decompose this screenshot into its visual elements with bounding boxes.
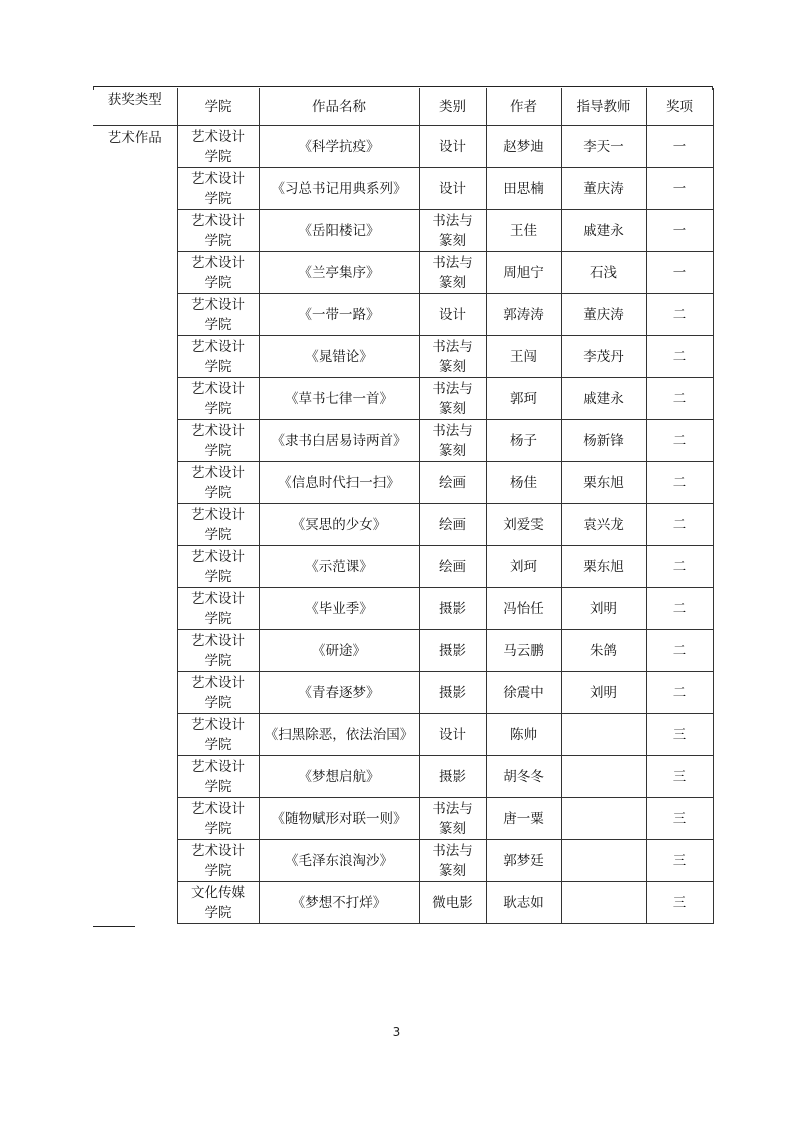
cell-work-title xyxy=(259,126,419,168)
cell-award xyxy=(646,252,713,294)
cell-category xyxy=(419,294,486,336)
cell-category xyxy=(419,504,486,546)
cell-category-line: 书法与 xyxy=(432,338,473,355)
header-advisor: 指导教师 xyxy=(561,88,646,126)
cell-award xyxy=(646,714,713,756)
cell-award-line: 二 xyxy=(672,348,687,365)
cell-work-title-line: 《随物赋形对联一则》 xyxy=(271,810,407,827)
cell-category-line: 书法与 xyxy=(432,800,473,817)
cell-category xyxy=(419,126,486,168)
cell-college-line: 艺术设计 xyxy=(191,128,245,145)
cell-author xyxy=(486,336,561,378)
cell-author xyxy=(486,462,561,504)
cell-author xyxy=(486,252,561,294)
table-row xyxy=(93,714,713,756)
cell-author-line: 王闯 xyxy=(510,348,537,365)
cell-work-title-line: 《一带一路》 xyxy=(298,306,380,323)
cell-category-line: 篆刻 xyxy=(439,442,466,459)
cell-author-line: 郭梦廷 xyxy=(503,852,544,869)
cell-category xyxy=(419,714,486,756)
cell-advisor xyxy=(561,378,646,420)
cell-award xyxy=(646,294,713,336)
cell-category xyxy=(419,798,486,840)
table-row xyxy=(93,210,713,252)
table-row xyxy=(93,840,713,882)
cell-college-line: 学院 xyxy=(204,610,232,627)
cell-category xyxy=(419,252,486,294)
cell-author xyxy=(486,126,561,168)
cell-college xyxy=(177,294,259,336)
cell-college-line: 艺术设计 xyxy=(191,758,245,775)
cell-work-title xyxy=(259,798,419,840)
cell-advisor-line: 朱鸽 xyxy=(590,642,617,659)
cell-award xyxy=(646,126,713,168)
cell-category xyxy=(419,756,486,798)
cell-work-title xyxy=(259,840,419,882)
cell-college-line: 艺术设计 xyxy=(191,170,245,187)
table-row xyxy=(93,294,713,336)
cell-award xyxy=(646,798,713,840)
cell-author xyxy=(486,840,561,882)
cell-award-line: 二 xyxy=(672,600,687,617)
cell-author xyxy=(486,420,561,462)
cell-award-line: 三 xyxy=(672,768,687,785)
cell-category xyxy=(419,546,486,588)
cell-author-line: 马云鹏 xyxy=(503,642,544,659)
cell-work-title-line: 《毕业季》 xyxy=(305,600,373,617)
cell-category-line: 摄影 xyxy=(439,642,466,659)
cell-author-line: 唐一粟 xyxy=(503,810,544,827)
cell-college-line: 艺术设计 xyxy=(191,716,245,733)
cell-advisor-line: 袁兴龙 xyxy=(583,516,624,533)
cell-category xyxy=(419,882,486,924)
cell-advisor-line: 戚建永 xyxy=(583,390,624,407)
cell-author-line: 耿志如 xyxy=(503,894,544,911)
cell-work-title-line: 《兰亭集序》 xyxy=(298,264,380,281)
cell-award xyxy=(646,336,713,378)
cell-work-title xyxy=(259,168,419,210)
cell-award-line: 二 xyxy=(672,390,687,407)
cell-award-line: 二 xyxy=(672,474,687,491)
cell-advisor xyxy=(561,840,646,882)
cell-work-title-line: 《习总书记用典系列》 xyxy=(271,180,407,197)
cell-advisor xyxy=(561,546,646,588)
cell-category xyxy=(419,210,486,252)
cell-college-line: 学院 xyxy=(204,190,232,207)
cell-advisor xyxy=(561,882,646,924)
cell-award-line: 二 xyxy=(672,684,687,701)
cell-advisor-line: 刘明 xyxy=(590,684,617,701)
cell-work-title-line: 《冥思的少女》 xyxy=(291,516,387,533)
cell-author-line: 周旭宁 xyxy=(503,264,544,281)
cell-award-line: 三 xyxy=(672,852,687,869)
table-row xyxy=(93,504,713,546)
cell-college-line: 学院 xyxy=(204,274,232,291)
cell-advisor xyxy=(561,126,646,168)
cell-advisor-line: 石浅 xyxy=(590,264,617,281)
cell-college-line: 艺术设计 xyxy=(191,590,245,607)
cell-advisor xyxy=(561,798,646,840)
cell-award-line: 二 xyxy=(672,558,687,575)
cell-college-line: 艺术设计 xyxy=(191,800,245,817)
cell-award-line: 二 xyxy=(672,432,687,449)
cell-award-line: 三 xyxy=(672,726,687,743)
cell-work-title xyxy=(259,420,419,462)
cell-college xyxy=(177,504,259,546)
page-number: 3 xyxy=(392,1025,401,1039)
cell-category xyxy=(419,462,486,504)
cell-award-line: 二 xyxy=(672,516,687,533)
cell-advisor xyxy=(561,252,646,294)
cell-advisor-line: 戚建永 xyxy=(583,222,624,239)
cell-author-line: 冯怡任 xyxy=(503,600,544,617)
cell-category-line: 书法与 xyxy=(432,212,473,229)
cell-advisor xyxy=(561,630,646,672)
cell-advisor xyxy=(561,504,646,546)
cell-work-title-line: 《科学抗疫》 xyxy=(298,138,380,155)
cell-college xyxy=(177,756,259,798)
cell-category-line: 书法与 xyxy=(432,380,473,397)
cell-award xyxy=(646,378,713,420)
header-work-title: 作品名称 xyxy=(259,88,419,126)
cell-category-line: 绘画 xyxy=(439,558,466,575)
cell-author-line: 王佳 xyxy=(510,222,537,239)
header-award: 奖项 xyxy=(646,88,713,126)
cell-college xyxy=(177,420,259,462)
cell-category-line: 篆刻 xyxy=(439,274,466,291)
cell-award xyxy=(646,462,713,504)
cell-advisor-line: 刘明 xyxy=(590,600,617,617)
cell-award xyxy=(646,420,713,462)
cell-work-title xyxy=(259,504,419,546)
cell-college-line: 艺术设计 xyxy=(191,632,245,649)
cell-category xyxy=(419,378,486,420)
cell-work-title xyxy=(259,252,419,294)
cell-advisor xyxy=(561,168,646,210)
cell-author-line: 田思楠 xyxy=(503,180,544,197)
table-row xyxy=(93,126,713,168)
cell-award xyxy=(646,504,713,546)
cell-author-line: 郭珂 xyxy=(510,390,537,407)
cell-author-line: 杨佳 xyxy=(510,474,537,491)
header-category: 类别 xyxy=(419,88,486,126)
cell-college-line: 学院 xyxy=(204,904,232,921)
cell-author-line: 徐震中 xyxy=(503,684,544,701)
cell-work-title-line: 《晁错论》 xyxy=(305,348,373,365)
cell-award xyxy=(646,210,713,252)
cell-college-line: 艺术设计 xyxy=(191,842,245,859)
cell-author xyxy=(486,756,561,798)
cell-category xyxy=(419,168,486,210)
cell-work-title xyxy=(259,462,419,504)
cell-category-line: 摄影 xyxy=(439,768,466,785)
table-row xyxy=(93,252,713,294)
cell-advisor-line: 董庆涛 xyxy=(583,180,624,197)
top-rule xyxy=(93,86,713,87)
table-body xyxy=(93,126,713,924)
cell-award-line: 一 xyxy=(672,180,687,197)
cell-author xyxy=(486,210,561,252)
cell-work-title xyxy=(259,546,419,588)
table-row xyxy=(93,630,713,672)
cell-category xyxy=(419,420,486,462)
cell-college-line: 学院 xyxy=(204,400,232,417)
header-author: 作者 xyxy=(486,88,561,126)
cell-work-title-line: 《扫黑除恶，依法治国》 xyxy=(264,726,414,743)
cell-work-title-line: 《示范课》 xyxy=(305,558,373,575)
cell-college-line: 艺术设计 xyxy=(191,422,245,439)
cell-award-line: 二 xyxy=(672,642,687,659)
cell-college-line: 学院 xyxy=(204,358,232,375)
table-row xyxy=(93,462,713,504)
cell-award-line: 一 xyxy=(672,264,687,281)
cell-award xyxy=(646,630,713,672)
cell-college xyxy=(177,252,259,294)
header-college: 学院 xyxy=(177,88,259,126)
cell-author xyxy=(486,546,561,588)
cell-advisor xyxy=(561,210,646,252)
cell-work-title-line: 《研途》 xyxy=(312,642,366,659)
cell-award xyxy=(646,840,713,882)
cell-college-line: 艺术设计 xyxy=(191,506,245,523)
cell-college xyxy=(177,462,259,504)
cell-college-line: 学院 xyxy=(204,148,232,165)
cell-author-line: 刘珂 xyxy=(510,558,537,575)
cell-work-title xyxy=(259,756,419,798)
cell-advisor-line: 董庆涛 xyxy=(583,306,624,323)
cell-author xyxy=(486,168,561,210)
cell-advisor-line: 栗东旭 xyxy=(583,474,624,491)
cell-author xyxy=(486,672,561,714)
cell-college xyxy=(177,672,259,714)
cell-author xyxy=(486,294,561,336)
cell-author-line: 陈帅 xyxy=(510,726,537,743)
cell-work-title xyxy=(259,630,419,672)
table-row xyxy=(93,882,713,924)
cell-advisor xyxy=(561,714,646,756)
cell-author-line: 郭涛涛 xyxy=(503,306,544,323)
cell-category-line: 摄影 xyxy=(439,600,466,617)
cell-award xyxy=(646,546,713,588)
cell-advisor xyxy=(561,336,646,378)
cell-advisor-line: 李茂丹 xyxy=(583,348,624,365)
cell-college-line: 艺术设计 xyxy=(191,338,245,355)
cell-college xyxy=(177,798,259,840)
cell-college xyxy=(177,882,259,924)
cell-category-line: 设计 xyxy=(439,726,466,743)
cell-college-line: 学院 xyxy=(204,820,232,837)
cell-category-line: 篆刻 xyxy=(439,820,466,837)
cell-advisor xyxy=(561,588,646,630)
table-row xyxy=(93,798,713,840)
cell-college xyxy=(177,336,259,378)
cell-author xyxy=(486,378,561,420)
cell-category xyxy=(419,336,486,378)
cell-award-line: 一 xyxy=(672,138,687,155)
cell-author xyxy=(486,798,561,840)
cell-college-line: 学院 xyxy=(204,442,232,459)
cell-award-line: 三 xyxy=(672,894,687,911)
cell-category-line: 设计 xyxy=(439,138,466,155)
cell-college-line: 学院 xyxy=(204,862,232,879)
cell-college-line: 学院 xyxy=(204,736,232,753)
table-row xyxy=(93,588,713,630)
cell-work-title xyxy=(259,210,419,252)
cell-advisor-line: 栗东旭 xyxy=(583,558,624,575)
cell-college-line: 学院 xyxy=(204,232,232,249)
cell-college-line: 学院 xyxy=(204,484,232,501)
cell-work-title-line: 《毛泽东浪淘沙》 xyxy=(285,852,393,869)
table-row xyxy=(93,672,713,714)
awards-table xyxy=(93,88,714,924)
cell-work-title xyxy=(259,672,419,714)
header-award-type: 获奖类型 xyxy=(93,88,177,126)
cell-advisor xyxy=(561,420,646,462)
cell-work-title-line: 《岳阳楼记》 xyxy=(298,222,380,239)
cell-author xyxy=(486,882,561,924)
cell-author-line: 杨子 xyxy=(510,432,537,449)
cell-award xyxy=(646,588,713,630)
cell-college xyxy=(177,588,259,630)
cell-award xyxy=(646,672,713,714)
cell-college-line: 学院 xyxy=(204,778,232,795)
cell-advisor xyxy=(561,294,646,336)
cell-category xyxy=(419,840,486,882)
cell-college-line: 艺术设计 xyxy=(191,674,245,691)
cell-college-line: 学院 xyxy=(204,316,232,333)
cell-category xyxy=(419,672,486,714)
cell-category-line: 篆刻 xyxy=(439,862,466,879)
cell-author-line: 赵梦迪 xyxy=(503,138,544,155)
cell-award xyxy=(646,756,713,798)
cell-college-line: 学院 xyxy=(204,568,232,585)
cell-advisor-line: 杨新锋 xyxy=(583,432,624,449)
cell-award xyxy=(646,882,713,924)
table-row xyxy=(93,756,713,798)
cell-college-line: 艺术设计 xyxy=(191,212,245,229)
cell-advisor xyxy=(561,672,646,714)
cell-advisor-line: 李天一 xyxy=(583,138,624,155)
cell-college-line: 艺术设计 xyxy=(191,548,245,565)
cell-work-title xyxy=(259,336,419,378)
cell-college xyxy=(177,840,259,882)
cell-college xyxy=(177,714,259,756)
cell-work-title-line: 《梦想不打烊》 xyxy=(291,894,387,911)
cell-work-title xyxy=(259,378,419,420)
cell-work-title xyxy=(259,714,419,756)
cell-author xyxy=(486,504,561,546)
cell-work-title xyxy=(259,588,419,630)
bottom-rule xyxy=(93,926,135,927)
cell-work-title-line: 《草书七律一首》 xyxy=(285,390,393,407)
cell-college-line: 学院 xyxy=(204,652,232,669)
cell-college-line: 文化传媒 xyxy=(191,884,245,901)
cell-category xyxy=(419,588,486,630)
cell-work-title-line: 《青春逐梦》 xyxy=(298,684,380,701)
cell-category-line: 微电影 xyxy=(432,894,473,911)
table-row xyxy=(93,168,713,210)
cell-category-line: 书法与 xyxy=(432,422,473,439)
cell-college xyxy=(177,168,259,210)
cell-category-line: 篆刻 xyxy=(439,232,466,249)
cell-college xyxy=(177,546,259,588)
cell-college xyxy=(177,378,259,420)
cell-work-title xyxy=(259,294,419,336)
cell-award-line: 二 xyxy=(672,306,687,323)
cell-author-line: 胡冬冬 xyxy=(503,768,544,785)
cell-category-line: 摄影 xyxy=(439,684,466,701)
table-row xyxy=(93,378,713,420)
award-type-cell: 艺术作品 xyxy=(93,126,177,924)
cell-college xyxy=(177,210,259,252)
cell-award xyxy=(646,168,713,210)
cell-college-line: 艺术设计 xyxy=(191,296,245,313)
cell-author xyxy=(486,714,561,756)
cell-author-line: 刘爱雯 xyxy=(503,516,544,533)
cell-college-line: 艺术设计 xyxy=(191,254,245,271)
cell-college xyxy=(177,630,259,672)
cell-advisor xyxy=(561,756,646,798)
cell-college-line: 艺术设计 xyxy=(191,464,245,481)
cell-category-line: 绘画 xyxy=(439,474,466,491)
cell-award-line: 三 xyxy=(672,810,687,827)
cell-category-line: 设计 xyxy=(439,306,466,323)
cell-college-line: 学院 xyxy=(204,526,232,543)
cell-college-line: 艺术设计 xyxy=(191,380,245,397)
cell-college xyxy=(177,126,259,168)
cell-category xyxy=(419,630,486,672)
header-row xyxy=(93,88,713,126)
cell-category-line: 设计 xyxy=(439,180,466,197)
cell-work-title xyxy=(259,882,419,924)
cell-award-line: 一 xyxy=(672,222,687,239)
cell-category-line: 绘画 xyxy=(439,516,466,533)
cell-author xyxy=(486,630,561,672)
cell-category-line: 篆刻 xyxy=(439,358,466,375)
cell-author xyxy=(486,588,561,630)
cell-category-line: 书法与 xyxy=(432,254,473,271)
cell-college-line: 学院 xyxy=(204,694,232,711)
cell-category-line: 篆刻 xyxy=(439,400,466,417)
cell-category-line: 书法与 xyxy=(432,842,473,859)
table-row xyxy=(93,420,713,462)
table-row xyxy=(93,336,713,378)
table-row xyxy=(93,546,713,588)
cell-work-title-line: 《隶书白居易诗两首》 xyxy=(271,432,407,449)
cell-advisor xyxy=(561,462,646,504)
cell-work-title-line: 《信息时代扫一扫》 xyxy=(278,474,400,491)
cell-work-title-line: 《梦想启航》 xyxy=(298,768,380,785)
